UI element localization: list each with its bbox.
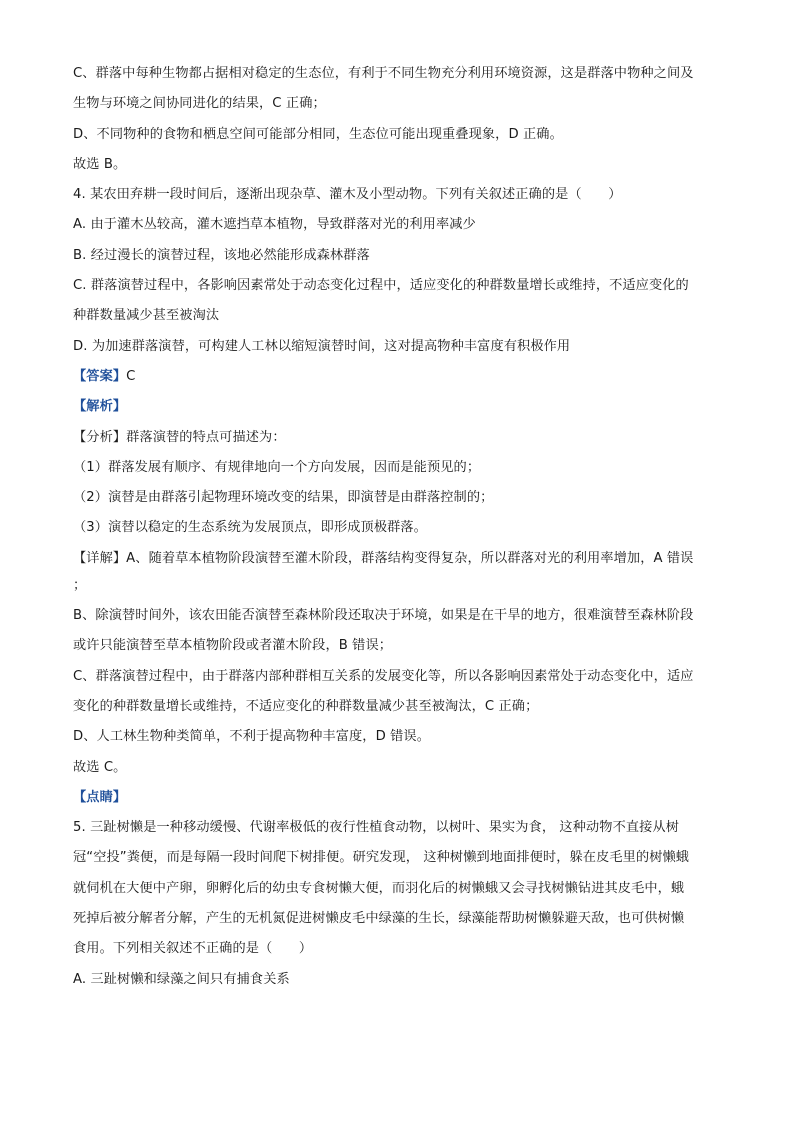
answer-value: C xyxy=(126,368,136,384)
text-line: C、群落演替过程中，由于群落内部种群相互关系的发展变化等，所以各影响因素常处于动态变化中，适应 xyxy=(73,668,694,684)
highlight-tag: 【点睛】 xyxy=(73,789,127,805)
text-line: 冠“空投”粪便，而是每隔一段时间爬下树排便。研究发现， 这种树懒到地面排便时，躲在皮毛里的树懒蛾 xyxy=(73,850,690,866)
text-line: 或许只能演替至草本植物阶段或者灌木阶段，B 错误； xyxy=(73,638,393,654)
text-line: B、除演替时间外，该农田能否演替至森林阶段还取决于环境，如果是在干旱的地方，很难演替至森林阶段 xyxy=(73,608,694,624)
text-line: D、人工林生物种类简单，不利于提高物种丰富度，D 错误。 xyxy=(73,729,430,745)
document-body xyxy=(73,64,733,1000)
question-stem: 4. 某农田弃耕一段时间后，逐渐出现杂草、灌木及小型动物。下列有关叙述正确的是（ ） xyxy=(73,187,622,203)
detail-text: A、随着草本植物阶段演替至灌木阶段，群落结构变得复杂，所以群落对光的利用率增加，A 错误 xyxy=(126,550,694,566)
text-line: D、不同物种的食物和栖息空间可能部分相同，生态位可能出现重叠现象，D 正确。 xyxy=(73,126,563,142)
highlight-heading xyxy=(73,788,733,808)
text-line: 变化的种群数量增长或维持，不适应变化的种群数量减少甚至被淘汰，C 正确； xyxy=(73,698,539,714)
analysis-tag: 【解析】 xyxy=(73,399,127,415)
analysis-text: 群落演替的特点可描述为： xyxy=(126,429,286,445)
question-stem: 5. 三趾树懒是一种移动缓慢、代谢率极低的夜行性植食动物，以树叶、果实为食， 这种动物不直接从树 xyxy=(73,820,680,836)
text-line: （2）演替是由群落引起物理环境改变的结果，即演替是由群落控制的； xyxy=(73,490,494,506)
text-line: C、群落中每种生物都占据相对稳定的生态位，有利于不同生物充分利用环境资源，这是群落中物种之间及 xyxy=(73,66,694,81)
answer-line xyxy=(73,367,733,387)
text-line: 故选 B。 xyxy=(73,156,127,172)
analysis-heading xyxy=(73,397,733,417)
option-d: D. 为加速群落演替，可构建人工林以缩短演替时间，这对提高物种丰富度有积极作用 xyxy=(73,338,571,354)
text-line: 生物与环境之间协同进化的结果，C 正确； xyxy=(73,96,326,112)
detail-line xyxy=(73,549,733,569)
answer-tag: 【答案】 xyxy=(73,368,127,384)
analysis-line xyxy=(73,428,733,448)
text-line: 死掉后被分解者分解，产生的无机氮促进树懒皮毛中绿藻的生长，绿藻能帮助树懒躲避天敌，也可供树懒 xyxy=(73,911,685,927)
option-c: C. 群落演替过程中，各影响因素常处于动态变化过程中，适应变化的种群数量增长或维持，不适应变化的 xyxy=(73,278,689,294)
detail-tag: 【详解】 xyxy=(73,550,127,566)
text-line: （1）群落发展有顺序、有规律地向一个方向发展，因而是能预见的； xyxy=(73,459,481,475)
option-a: A. 由于灌木丛较高，灌木遮挡草本植物，导致群落对光的利用率减少 xyxy=(73,217,476,233)
option-b: B. 经过漫长的演替过程，该地必然能形成森林群落 xyxy=(73,247,370,263)
option-a: A. 三趾树懒和绿藻之间只有捕食关系 xyxy=(73,971,290,987)
text-line: 故选 C。 xyxy=(73,759,127,775)
text-line: 食用。下列相关叙述不正确的是（ ） xyxy=(73,941,313,957)
option-c-continued: 种群数量减少甚至被淘汰 xyxy=(73,308,220,324)
text-line: ； xyxy=(73,577,87,593)
text-line: （3）演替以稳定的生态系统为发展顶点，即形成顶极群落。 xyxy=(73,520,427,536)
analysis-sub-tag: 【分析】 xyxy=(73,429,127,445)
text-line: 就伺机在大便中产卵，卵孵化后的幼虫专食树懒大便，而羽化后的树懒蛾又会寻找树懒钻进其皮毛中，蛾 xyxy=(73,880,685,896)
